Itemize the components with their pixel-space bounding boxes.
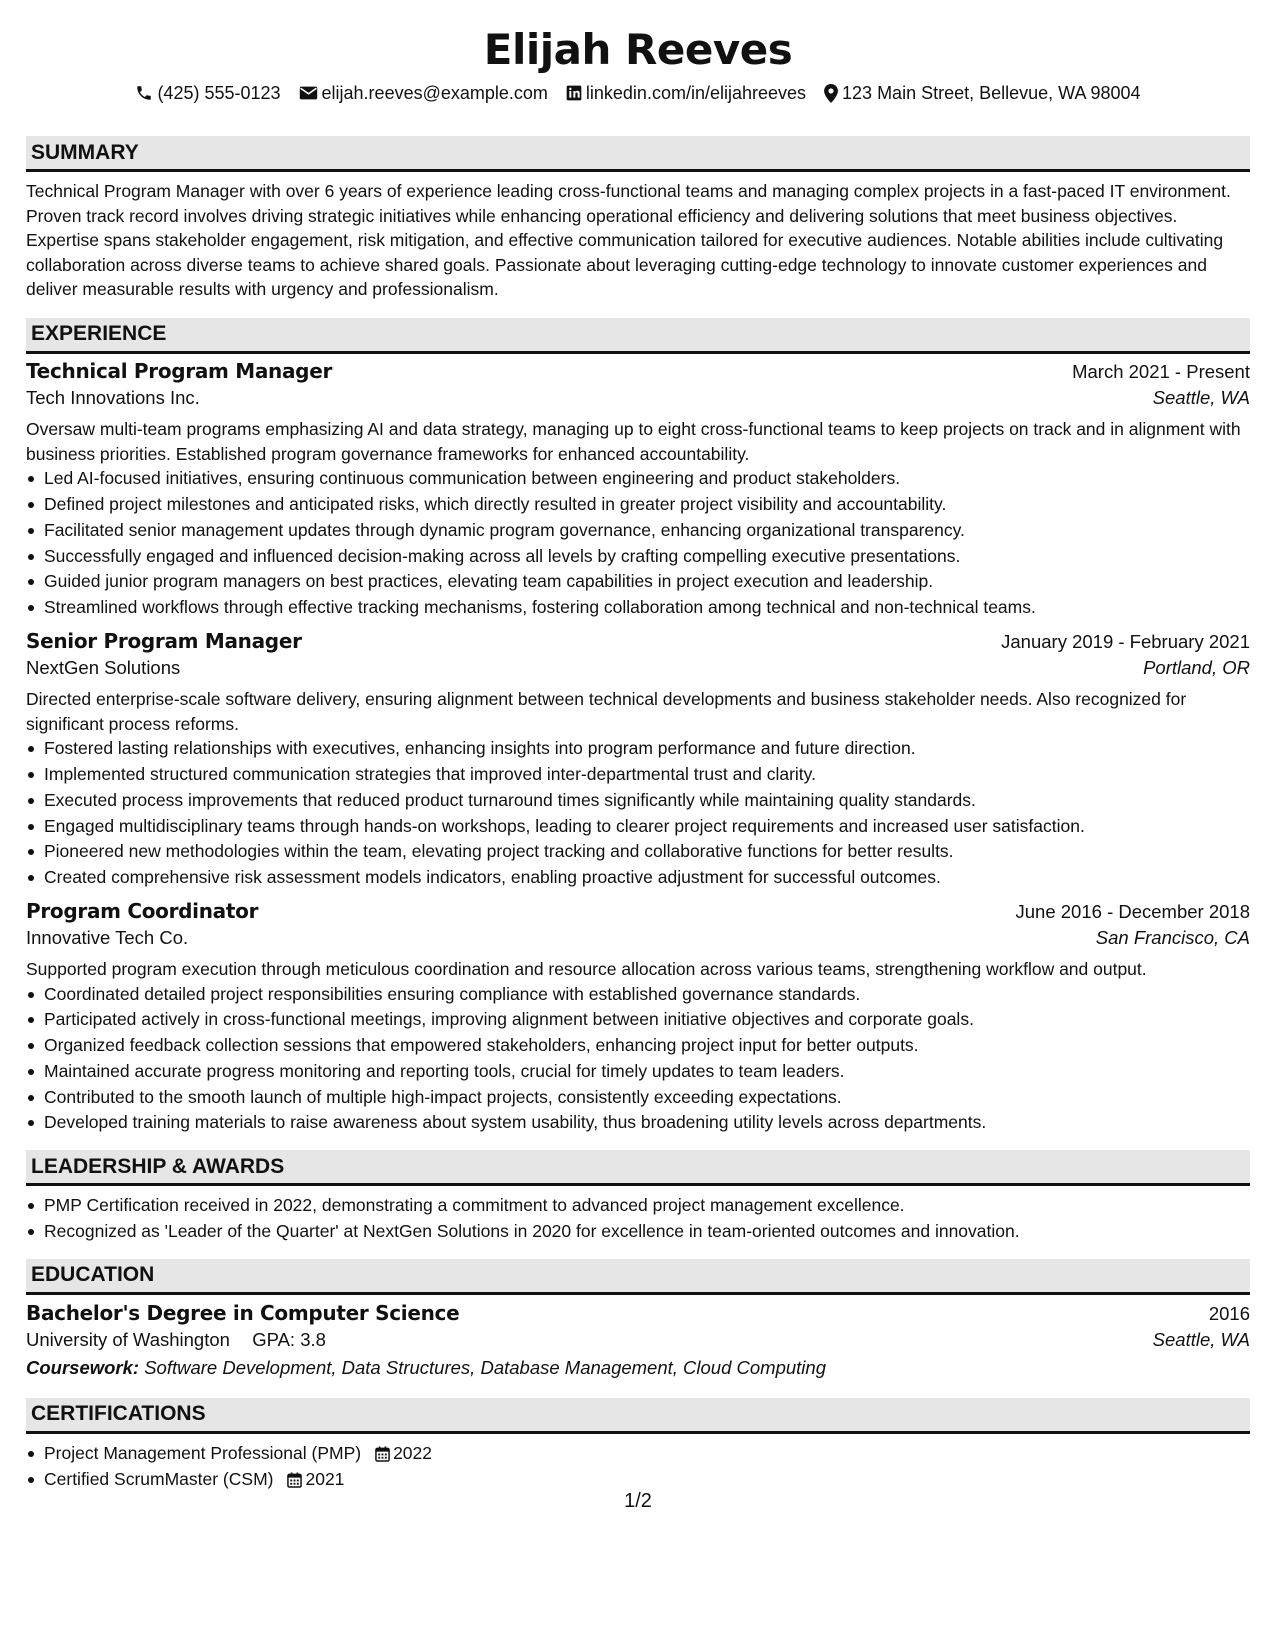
list-item: Led AI-focused initiatives, ensuring continuous communication between engineering and product stakeholders. [26,466,1250,492]
job-location: Seattle, WA [1152,386,1250,408]
list-item: Implemented structured communication strategies that improved inter-departmental trust and clarity. [26,762,1250,788]
contact-linkedin[interactable] [566,83,806,104]
list-item: Fostered lasting relationships with executives, enhancing insights into program performance and future direction. [26,736,1250,762]
graduation-year: 2016 [1208,1302,1250,1324]
list-item: Guided junior program managers on best practices, elevating team capabilities in project execution and leadership. [26,569,1250,595]
job-dates: March 2021 - Present [1072,360,1250,382]
job-entry [26,629,1250,891]
list-item: Coordinated detailed project responsibilities ensuring compliance with established governance standards. [26,982,1250,1008]
contact-phone [135,83,280,104]
summary-text: Technical Program Manager with over 6 years of experience leading cross-functional teams and managing complex projects in a fast-paced IT environment. Proven track record involves driving strategic initiatives while enhancing operational efficiency and delivering solutions that meet business objectives. Expertise spans stakeholder engagement, risk mitigation, and effective communication tailored for executive audiences. Notable abilities include cultivating collaboration across diverse teams to achieve shared goals. Passionate about leveraging cutting-edge technology to innovate customer experiences and deliver measurable results with urgency and professionalism. [26,181,1231,300]
list-item: Defined project milestones and anticipated risks, which directly resulted in greater project visibility and accountability. [26,492,1250,518]
leadership-list [26,1193,1250,1245]
map-pin-icon [824,84,838,103]
contact-bar [26,80,1250,106]
list-item: PMP Certification received in 2022, demonstrating a commitment to advanced project management excellence. [26,1193,1250,1219]
calendar-icon [375,1446,390,1462]
resume-page [26,0,1250,1512]
section-heading-leadership: LEADERSHIP & AWARDS [26,1150,1250,1186]
school-location: Seattle, WA [1152,1328,1250,1350]
section-heading-summary: SUMMARY [26,136,1250,172]
phone-icon [135,84,153,102]
list-item: Created comprehensive risk assessment models indicators, enabling proactive adjustment for successful outcomes. [26,865,1250,891]
cert-year: 2022 [393,1442,433,1463]
job-bullets [26,982,1250,1137]
job-title: Senior Program Manager [26,628,302,653]
job-description: Supported program execution through meticulous coordination and resource allocation across various teams, strengthening workflow and output. [26,958,1147,979]
job-title: Technical Program Manager [26,358,333,383]
list-item: Participated actively in cross-functional meetings, improving alignment between initiative objectives and corporate goals. [26,1007,1250,1033]
job-dates: January 2019 - February 2021 [1001,630,1250,652]
email-text[interactable]: elijah.reeves@example.com [321,82,548,103]
list-item [26,1441,1250,1467]
coursework-label: Coursework: [26,1356,140,1378]
list-item: Engaged multidisciplinary teams through hands-on workshops, leading to clearer project requirements and increased user satisfaction. [26,814,1250,840]
job-company: NextGen Solutions [26,656,181,678]
degree-title: Bachelor's Degree in Computer Science [26,1300,460,1325]
list-item: Facilitated senior management updates through dynamic program governance, enhancing organizational transparency. [26,518,1250,544]
coursework-text: Software Development, Data Structures, Database Management, Cloud Computing [144,1356,826,1378]
job-company: Innovative Tech Co. [26,926,189,948]
list-item: Recognized as 'Leader of the Quarter' at NextGen Solutions in 2020 for excellence in team-oriented outcomes and innovation. [26,1219,1250,1245]
list-item: Streamlined workflows through effective tracking mechanisms, fostering collaboration among technical and non-technical teams. [26,595,1250,621]
certifications-list [26,1441,1250,1493]
cert-year: 2021 [305,1468,345,1489]
job-bullets [26,736,1250,891]
contact-email[interactable] [299,83,548,104]
job-location: San Francisco, CA [1095,926,1250,948]
job-description: Directed enterprise-scale software delivery, ensuring alignment between technical developments and business stakeholder needs. Also recognized for significant process reforms. [26,688,1187,734]
job-description: Oversaw multi-team programs emphasizing AI and data strategy, managing up to eight cross-functional teams to keep projects on track and in alignment with business priorities. Established program governance frameworks for enhanced accountability. [26,418,1241,464]
linkedin-icon [566,85,582,101]
job-entry [26,899,1250,1136]
section-heading-experience: EXPERIENCE [26,318,1250,354]
phone-text: (425) 555-0123 [157,82,281,103]
cert-name: Certified ScrumMaster (CSM) [44,1468,274,1489]
school-name: University of Washington [26,1328,230,1350]
list-item: Executed process improvements that reduced product turnaround times significantly while maintaining quality standards. [26,788,1250,814]
section-heading-certifications: CERTIFICATIONS [26,1398,1250,1434]
list-item: Contributed to the smooth launch of multiple high-impact projects, consistently exceeding expectations. [26,1085,1250,1111]
job-company: Tech Innovations Inc. [26,386,200,408]
list-item [26,1467,1250,1493]
list-item: Pioneered new methodologies within the team, elevating project tracking and collaborative functions for better results. [26,839,1250,865]
list-item: Developed training materials to raise awareness about system usability, thus broadening utility levels across departments. [26,1110,1250,1136]
list-item: Successfully engaged and influenced decision-making across all levels by crafting compelling executive presentations. [26,544,1250,570]
contact-address [824,83,1141,104]
list-item: Organized feedback collection sessions that empowered stakeholders, enhancing project input for better outputs. [26,1033,1250,1059]
linkedin-text[interactable]: linkedin.com/in/elijahreeves [585,82,807,103]
page-number: 1/2 [624,1490,652,1512]
gpa: GPA: 3.8 [252,1328,326,1350]
section-heading-education: EDUCATION [26,1259,1250,1295]
job-location: Portland, OR [1143,656,1250,678]
list-item: Maintained accurate progress monitoring and reporting tools, crucial for timely updates to team leaders. [26,1059,1250,1085]
job-entry [26,359,1250,621]
coursework-line [26,1357,1250,1379]
job-dates: June 2016 - December 2018 [1015,900,1250,922]
education-entry [26,1301,1250,1379]
candidate-name: Elijah Reeves [483,25,793,74]
cert-name: Project Management Professional (PMP) [44,1442,362,1463]
job-bullets [26,466,1250,621]
envelope-icon [299,85,318,101]
address-text: 123 Main Street, Bellevue, WA 98004 [842,82,1141,103]
job-title: Program Coordinator [26,898,259,923]
calendar-icon [287,1472,302,1488]
